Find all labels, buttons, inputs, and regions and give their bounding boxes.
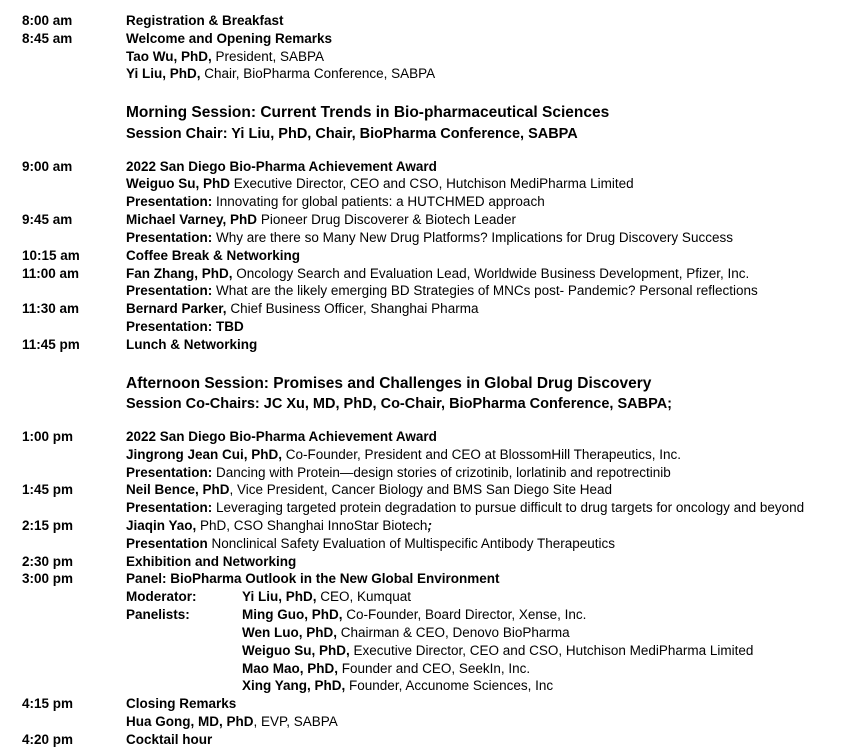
agenda-time: 11:45 pm xyxy=(22,336,80,352)
agenda-content xyxy=(126,336,844,354)
agenda-time: 4:15 pm xyxy=(22,696,74,712)
text-run: Jiaqin Yao, xyxy=(126,518,197,533)
text-run: Chair, BioPharma Conference, SABPA xyxy=(200,66,436,82)
text-run: Founder and CEO, SeekIn, Inc. xyxy=(338,660,531,676)
text-run: Xing Yang, PhD, xyxy=(242,678,346,694)
text-run: Co-Chair, BioPharma Conference, SABPA; xyxy=(376,395,673,412)
agenda-line xyxy=(126,175,844,193)
panel-moderator-name xyxy=(226,588,844,606)
agenda-row xyxy=(22,265,844,301)
agenda-content xyxy=(126,247,844,265)
text-run: Registration & Breakfast xyxy=(126,13,284,28)
text-run: Wen Luo, PhD, xyxy=(242,624,337,640)
session-subheading xyxy=(126,394,844,414)
text-run: Chief Business Officer, Shanghai Pharma xyxy=(226,301,479,317)
agenda-line xyxy=(126,446,844,464)
agenda-row xyxy=(22,695,844,731)
panel-panelists-row xyxy=(126,606,844,695)
section-spacer xyxy=(22,144,844,158)
agenda-line xyxy=(126,48,844,66)
text-run: Yi Liu, PhD, xyxy=(126,66,201,82)
agenda-row xyxy=(22,300,844,336)
text-run: Closing Remarks xyxy=(126,696,237,712)
agenda-line xyxy=(126,12,844,30)
text-run: Exhibition and Networking xyxy=(126,553,297,569)
text-run: Founder, Accunome Sciences, Inc xyxy=(345,678,554,694)
text-run: Presentation xyxy=(126,535,208,551)
text-run: Michael Varney, PhD xyxy=(126,212,258,228)
agenda-line xyxy=(126,265,844,283)
agenda-line xyxy=(126,282,844,300)
agenda-time: 8:00 am xyxy=(22,13,73,28)
agenda-line xyxy=(126,553,844,571)
agenda-content xyxy=(126,265,844,301)
text-run: Coffee Break & Networking xyxy=(126,247,301,263)
text-run: Why are there so Many New Drug Platforms? Implications for Drug Discovery Success xyxy=(212,229,733,245)
text-run: Nonclinical Safety Evaluation of Multispecific Antibody Therapeutics xyxy=(207,535,615,551)
agenda-line xyxy=(126,713,844,731)
text-run: PhD, CSO Shanghai InnoStar Biotech xyxy=(196,518,428,533)
agenda-time: 1:00 pm xyxy=(22,428,74,444)
panelist-item xyxy=(242,660,844,678)
agenda-line xyxy=(126,193,844,211)
agenda-content xyxy=(126,300,844,336)
panel-panelists-list xyxy=(226,606,844,695)
agenda-time: 1:45 pm xyxy=(22,482,74,498)
agenda-row xyxy=(22,570,844,695)
agenda-content xyxy=(126,102,844,143)
agenda-line xyxy=(126,229,844,247)
section-spacer xyxy=(22,414,844,428)
agenda-content xyxy=(126,570,844,695)
text-run: Innovating for global patients: a HUTCHMED approach xyxy=(212,194,545,210)
section-spacer xyxy=(22,354,844,373)
text-run: President, SABPA xyxy=(211,48,325,64)
text-run: Leveraging targeted protein degradation to pursue difficult to drug targets for oncology and beyond xyxy=(212,500,805,516)
text-run: Dancing with Protein—design stories of crizotinib, lorlatinib and repotrectinib xyxy=(212,464,671,480)
text-run: Ming Guo, PhD, xyxy=(242,607,343,623)
agenda-line xyxy=(126,247,844,265)
text-run: Presentation: TBD xyxy=(126,318,244,334)
text-run: 2022 San Diego Bio-Pharma Achievement Award xyxy=(126,158,437,174)
agenda-content xyxy=(126,428,844,481)
text-run: Yi Liu, PhD, xyxy=(242,589,317,605)
agenda-row xyxy=(22,102,844,143)
agenda-line xyxy=(126,336,844,354)
session-heading xyxy=(126,102,844,123)
text-run: What are the likely emerging BD Strategies of MNCs post- Pandemic? Personal reflections xyxy=(212,283,758,299)
agenda-content xyxy=(126,12,844,30)
text-run: Presentation: xyxy=(126,194,213,210)
agenda-content xyxy=(126,158,844,211)
agenda-content xyxy=(126,30,844,83)
agenda-line xyxy=(126,731,844,749)
agenda-content xyxy=(126,211,844,247)
text-run: Hua Gong, MD, PhD xyxy=(126,713,254,729)
agenda-line xyxy=(126,65,844,83)
agenda-content xyxy=(126,553,844,571)
agenda-line xyxy=(126,499,844,517)
agenda-time: 10:15 am xyxy=(22,247,80,263)
panelist-item xyxy=(242,677,844,695)
agenda-line xyxy=(126,158,844,176)
text-run: Afternoon Session: Promises and Challenges in Global Drug Discovery xyxy=(126,374,652,392)
text-run: Cocktail hour xyxy=(126,731,213,747)
panelist-item xyxy=(242,642,844,660)
text-run: Co-Founder, Board Director, Xense, Inc. xyxy=(342,607,587,623)
agenda-time: 11:30 am xyxy=(22,301,80,317)
agenda-time: 9:45 am xyxy=(22,212,73,228)
text-run: Neil Bence, PhD xyxy=(126,482,230,498)
agenda-time: 2:15 pm xyxy=(22,518,74,533)
text-run: Fan Zhang, PhD, xyxy=(126,265,233,281)
agenda-row xyxy=(22,731,844,749)
agenda-content xyxy=(126,373,844,414)
text-run: Presentation: xyxy=(126,464,213,480)
text-run: Session Chair: Yi Liu, PhD, Chair, BioPharma Conference, SABPA xyxy=(126,125,578,142)
text-run: Tao Wu, PhD, xyxy=(126,48,212,64)
agenda-content xyxy=(126,481,844,517)
text-run: Lunch & Networking xyxy=(126,336,258,352)
panel-title: Panel: BioPharma Outlook in the New Global Environment xyxy=(126,571,500,587)
agenda-time: 4:20 pm xyxy=(22,731,74,747)
session-heading xyxy=(126,373,844,394)
agenda-time: 9:00 am xyxy=(22,158,73,174)
text-run: Mao Mao, PhD, xyxy=(242,660,339,676)
text-run: Presentation: xyxy=(126,229,213,245)
text-run: Weiguo Su, PhD xyxy=(126,176,230,192)
agenda-time: 2:30 pm xyxy=(22,553,74,569)
panelist-item xyxy=(242,606,844,624)
session-subheading xyxy=(126,124,844,144)
text-run: Chairman & CEO, Denovo BioPharma xyxy=(337,624,570,640)
text-run: Session Co-Chairs: JC Xu, MD, PhD, xyxy=(126,395,377,412)
agenda-line xyxy=(126,535,844,553)
agenda-line xyxy=(126,517,844,535)
agenda-row xyxy=(22,30,844,83)
agenda-row xyxy=(22,247,844,265)
agenda-time: 8:45 am xyxy=(22,30,73,46)
text-run: Pioneer Drug Discoverer & Biotech Leader xyxy=(257,212,516,228)
text-run: Executive Director, CEO and CSO, Hutchison MediPharma Limited xyxy=(230,176,634,192)
text-run: Bernard Parker, xyxy=(126,301,227,317)
agenda-line xyxy=(126,300,844,318)
panelist-item xyxy=(242,624,844,642)
agenda-time: 3:00 pm xyxy=(22,571,74,587)
agenda-line xyxy=(126,464,844,482)
agenda-line xyxy=(126,211,844,229)
agenda-row xyxy=(22,373,844,414)
agenda-row xyxy=(22,428,844,481)
agenda-row xyxy=(22,12,844,30)
section-spacer xyxy=(22,83,844,102)
agenda-time: 11:00 am xyxy=(22,265,80,281)
agenda-content xyxy=(126,695,844,731)
text-run: CEO, Kumquat xyxy=(316,589,412,605)
panel-moderator-label: Moderator: xyxy=(126,589,197,605)
text-run: Weiguo Su, PhD, xyxy=(242,642,350,658)
agenda-content xyxy=(126,731,844,749)
agenda-line xyxy=(126,481,844,499)
agenda-row xyxy=(22,158,844,211)
text-run: , Vice President, Cancer Biology and BMS San Diego Site Head xyxy=(229,482,612,498)
agenda-row xyxy=(22,553,844,571)
agenda-row xyxy=(22,211,844,247)
agenda-line xyxy=(126,30,844,48)
text-run: Morning Session: Current Trends in Bio-pharmaceutical Sciences xyxy=(126,104,610,122)
agenda-row xyxy=(22,481,844,517)
agenda-line xyxy=(126,318,844,336)
agenda-row xyxy=(22,517,844,553)
agenda-line xyxy=(126,695,844,713)
text-run: Jingrong Jean Cui, PhD, xyxy=(126,446,283,462)
text-run: Oncology Search and Evaluation Lead, Worldwide Business Development, Pfizer, Inc. xyxy=(232,265,750,281)
text-run: Welcome and Opening Remarks xyxy=(126,30,333,46)
text-run: 2022 San Diego Bio-Pharma Achievement Award xyxy=(126,428,437,444)
agenda-row xyxy=(22,336,844,354)
agenda-line xyxy=(126,428,844,446)
text-run: Executive Director, CEO and CSO, Hutchison MediPharma Limited xyxy=(349,642,754,658)
text-run: Presentation: xyxy=(126,283,213,299)
panel-panelists-label: Panelists: xyxy=(126,607,190,623)
text-run: , EVP, SABPA xyxy=(253,713,338,729)
text-run: ; xyxy=(427,518,432,533)
text-run: Co-Founder, President and CEO at BlossomHill Therapeutics, Inc. xyxy=(282,446,681,462)
text-run: Presentation: xyxy=(126,500,213,516)
agenda-content xyxy=(126,517,844,553)
panel-moderator-row xyxy=(126,588,844,606)
